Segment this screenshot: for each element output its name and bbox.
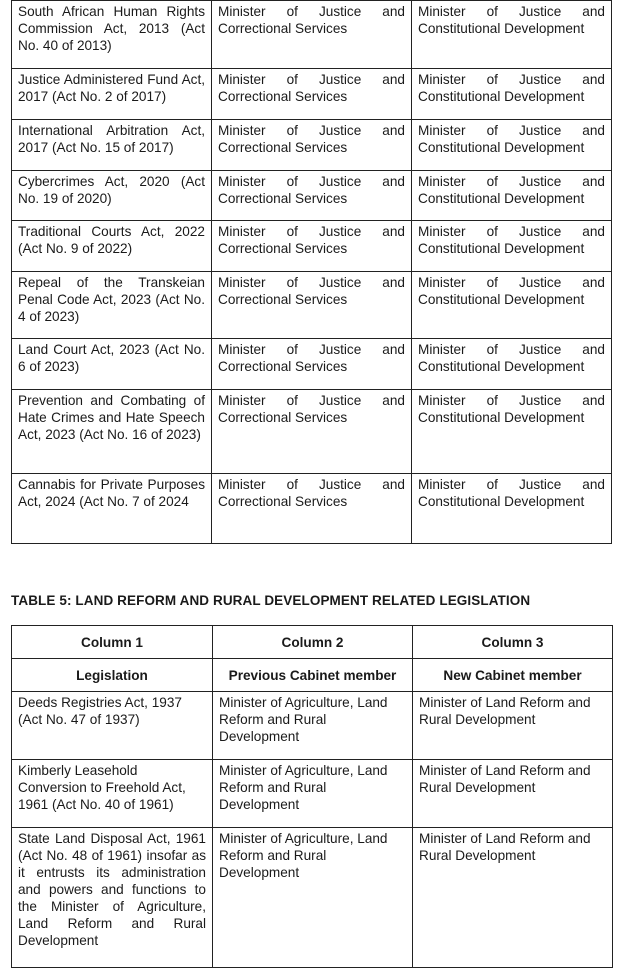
new-member-cell: Minister of Land Reform and Rural Development [413, 828, 613, 968]
new-member-cell: Minister of Justice and Constitutional Development [412, 474, 612, 544]
new-member-cell: Minister of Justice and Constitutional Development [412, 390, 612, 474]
legislation-cell: Deeds Registries Act, 1937 (Act No. 47 of 1937) [12, 692, 213, 760]
previous-member-cell: Minister of Justice and Correctional Services [212, 390, 412, 474]
previous-member-cell: Minister of Agriculture, Land Reform and Rural Development [213, 760, 413, 828]
table-row [12, 171, 612, 221]
column-header-row [12, 659, 613, 692]
table-row [12, 120, 612, 171]
table-row [12, 692, 613, 760]
column-header: Legislation [12, 659, 213, 692]
legislation-cell: Repeal of the Transkeian Penal Code Act, 2023 (Act No. 4 of 2023) [12, 272, 212, 339]
previous-member-cell: Minister of Justice and Correctional Services [212, 1, 412, 69]
previous-member-cell: Minister of Justice and Correctional Services [212, 171, 412, 221]
legislation-cell: Cannabis for Private Purposes Act, 2024 (Act No. 7 of 2024 [12, 474, 212, 544]
table-row [12, 339, 612, 390]
legislation-cell: Kimberly Leasehold Conversion to Freehold Act, 1961 (Act No. 40 of 1961) [12, 760, 213, 828]
column-number: Column 3 [413, 626, 613, 659]
table-5 [11, 625, 613, 968]
column-number: Column 1 [12, 626, 213, 659]
previous-member-cell: Minister of Agriculture, Land Reform and Rural Development [213, 692, 413, 760]
previous-member-cell: Minister of Justice and Correctional Services [212, 339, 412, 390]
column-number-row [12, 626, 613, 659]
legislation-cell: International Arbitration Act, 2017 (Act No. 15 of 2017) [12, 120, 212, 171]
new-member-cell: Minister of Justice and Constitutional Development [412, 69, 612, 120]
previous-member-cell: Minister of Justice and Correctional Services [212, 474, 412, 544]
new-member-cell: Minister of Justice and Constitutional Development [412, 1, 612, 69]
new-member-cell: Minister of Justice and Constitutional Development [412, 120, 612, 171]
previous-member-cell: Minister of Justice and Correctional Services [212, 69, 412, 120]
legislation-cell: Land Court Act, 2023 (Act No. 6 of 2023) [12, 339, 212, 390]
previous-member-cell: Minister of Justice and Correctional Services [212, 221, 412, 272]
table-row [12, 390, 612, 474]
previous-member-cell: Minister of Justice and Correctional Services [212, 120, 412, 171]
table-row [12, 760, 613, 828]
table-row [12, 221, 612, 272]
new-member-cell: Minister of Land Reform and Rural Development [413, 692, 613, 760]
new-member-cell: Minister of Justice and Constitutional Development [412, 339, 612, 390]
table-4-continued [11, 0, 612, 544]
new-member-cell: Minister of Justice and Constitutional Development [412, 221, 612, 272]
legislation-cell: Justice Administered Fund Act, 2017 (Act No. 2 of 2017) [12, 69, 212, 120]
column-header: Previous Cabinet member [213, 659, 413, 692]
table-row [12, 272, 612, 339]
legislation-cell: State Land Disposal Act, 1961 (Act No. 48 of 1961) insofar as it entrusts its administration and powers and functions to the Minister of Agriculture, Land Reform and Rural Development [12, 828, 213, 968]
previous-member-cell: Minister of Agriculture, Land Reform and Rural Development [213, 828, 413, 968]
table-row [12, 69, 612, 120]
legislation-cell: Cybercrimes Act, 2020 (Act No. 19 of 2020) [12, 171, 212, 221]
new-member-cell: Minister of Justice and Constitutional Development [412, 272, 612, 339]
table-row [12, 1, 612, 69]
legislation-cell: South African Human Rights Commission Act, 2013 (Act No. 40 of 2013) [12, 1, 212, 69]
legislation-cell: Traditional Courts Act, 2022 (Act No. 9 of 2022) [12, 221, 212, 272]
table-row [12, 474, 612, 544]
table-row [12, 828, 613, 968]
column-number: Column 2 [213, 626, 413, 659]
new-member-cell: Minister of Land Reform and Rural Development [413, 760, 613, 828]
previous-member-cell: Minister of Justice and Correctional Services [212, 272, 412, 339]
new-member-cell: Minister of Justice and Constitutional Development [412, 171, 612, 221]
table-5-title: TABLE 5: LAND REFORM AND RURAL DEVELOPMENT RELATED LEGISLATION [11, 593, 531, 608]
column-header: New Cabinet member [413, 659, 613, 692]
legislation-cell: Prevention and Combating of Hate Crimes and Hate Speech Act, 2023 (Act No. 16 of 2023) [12, 390, 212, 474]
